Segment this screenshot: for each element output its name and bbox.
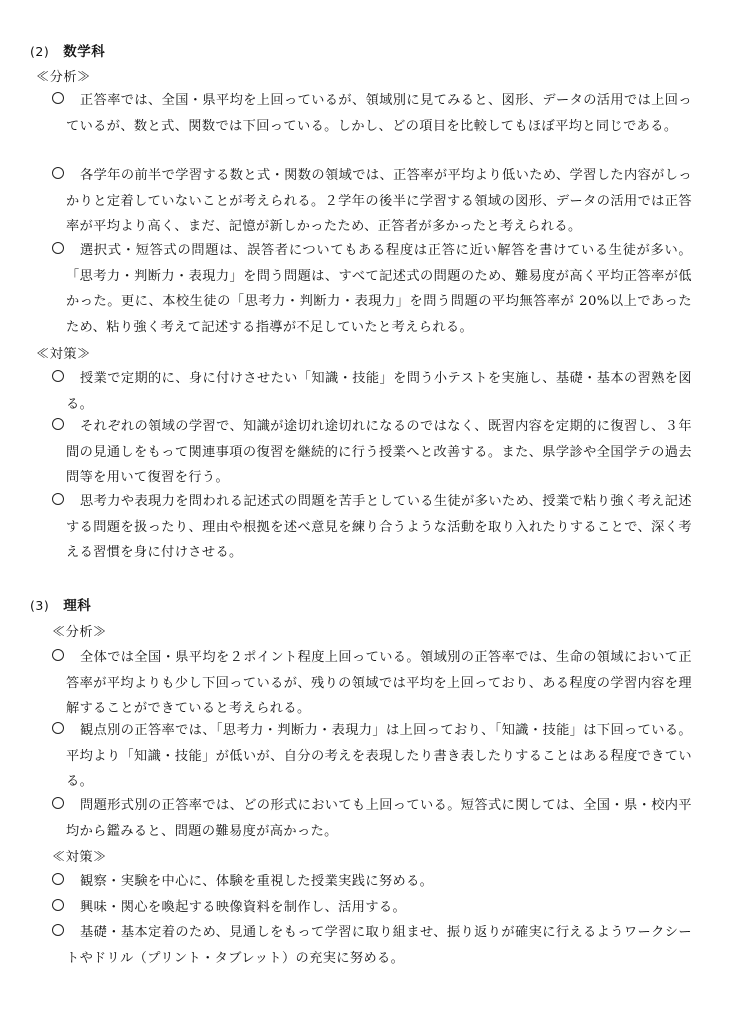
circle-bullet-icon — [52, 722, 64, 734]
list-item-text: それぞれの領域の学習で、知識が途切れ途切れになるのではなく、既習内容を定期的に復習し、３年間の見通しをもって関連事項の復習を継続的に行う授業へと改善する。また、県学診や全国学テの過去問等を用いて復習を行う。 — [66, 419, 692, 485]
list-item-text: 観察・実験を中心に、体験を重視した授業実践に努める。 — [80, 874, 434, 889]
circle-bullet-icon — [52, 167, 64, 179]
list-item-text: 全体では全国・県平均を２ポイント程度上回っている。領域別の正答率では、生命の領域において正答率が平均よりも少し下回っているが、残りの領域では平均を上回っており、ある程度の学習内容を理解することができていると考えられる。 — [66, 650, 692, 716]
section-number: (3) — [30, 598, 50, 613]
list-item-text: 選択式・短答式の問題は、誤答者についてもある程度は正答に近い解答を書けている生徒が多い。「思考力・判断力・表現力」を問う問題は、すべて記述式の問題のため、難易度が高く平均正答率が低かった。更に、本校生徒の「思考力・判断力・表現力」を問う問題の平均無答率が 20%以上であったため、粘り強く考えて記述する指導が不足していたと考えられる。 — [66, 243, 692, 335]
list-item-text: 思考力や表現力を問われる記述式の問題を苦手としている生徒が多いため、授業で粘り強く考え記述する問題を扱ったり、理由や根拠を述べ意見を練り合うような活動を取り入れたりすることで、深く考える習慣を身に付けさせる。 — [66, 494, 692, 560]
list-item-text: 基礎・基本定着のため、見通しをもって学習に取り組ませ、振り返りが確実に行えるようワークシートやドリル（プリント・タブレット）の充実に努める。 — [66, 925, 692, 966]
circle-bullet-icon — [52, 242, 64, 254]
circle-bullet-icon — [52, 418, 64, 430]
analysis-label: ≪分析≫ — [52, 625, 107, 640]
section-title: 理科 — [63, 598, 92, 614]
section-heading-science — [30, 594, 91, 614]
section-title: 数学科 — [63, 44, 106, 60]
list-item-text: 授業で定期的に、身に付けさせたい「知識・技能」を問う小テストを実施し、基礎・基本の習熟を図る。 — [66, 371, 692, 412]
circle-bullet-icon — [52, 493, 64, 505]
list-item-text: 正答率では、全国・県平均を上回っているが、領域別に見てみると、図形、データの活用では上回っているが、数と式、関数では下回っている。しかし、どの項目を比較してもほぼ平均と同じである。 — [66, 93, 692, 134]
list-item-text: 観点別の正答率では、「思考力・判断力・表現力」は上回っており、「知識・技能」は下回っている。平均より「知識・技能」が低いが、自分の考えを表現したり書き表したりすることはある程度できている。 — [66, 723, 692, 789]
circle-bullet-icon — [52, 92, 64, 104]
measures-label: ≪対策≫ — [52, 850, 107, 865]
circle-bullet-icon — [52, 797, 64, 809]
measures-label: ≪対策≫ — [36, 347, 91, 362]
section-number: (2) — [30, 44, 50, 59]
list-item-text: 各学年の前半で学習する数と式・関数の領域では、正答率が平均より低いため、学習した内容がしっかりと定着していないことが考えられる。２学年の後半に学習する領域の図形、データの活用では正答率が平均より高く、まだ、記憶が新しかったため、正答者が多かったと考えられる。 — [66, 168, 692, 234]
circle-bullet-icon — [52, 924, 64, 936]
circle-bullet-icon — [52, 899, 64, 911]
analysis-label: ≪分析≫ — [36, 70, 91, 85]
section-heading-math — [30, 40, 105, 60]
list-item-text: 問題形式別の正答率では、どの形式においても上回っている。短答式に関しては、全国・県・校内平均から鑑みると、問題の難易度が高かった。 — [66, 798, 692, 839]
list-item-text: 興味・関心を喚起する映像資料を制作し、活用する。 — [80, 900, 407, 915]
circle-bullet-icon — [52, 370, 64, 382]
circle-bullet-icon — [52, 873, 64, 885]
circle-bullet-icon — [52, 649, 64, 661]
